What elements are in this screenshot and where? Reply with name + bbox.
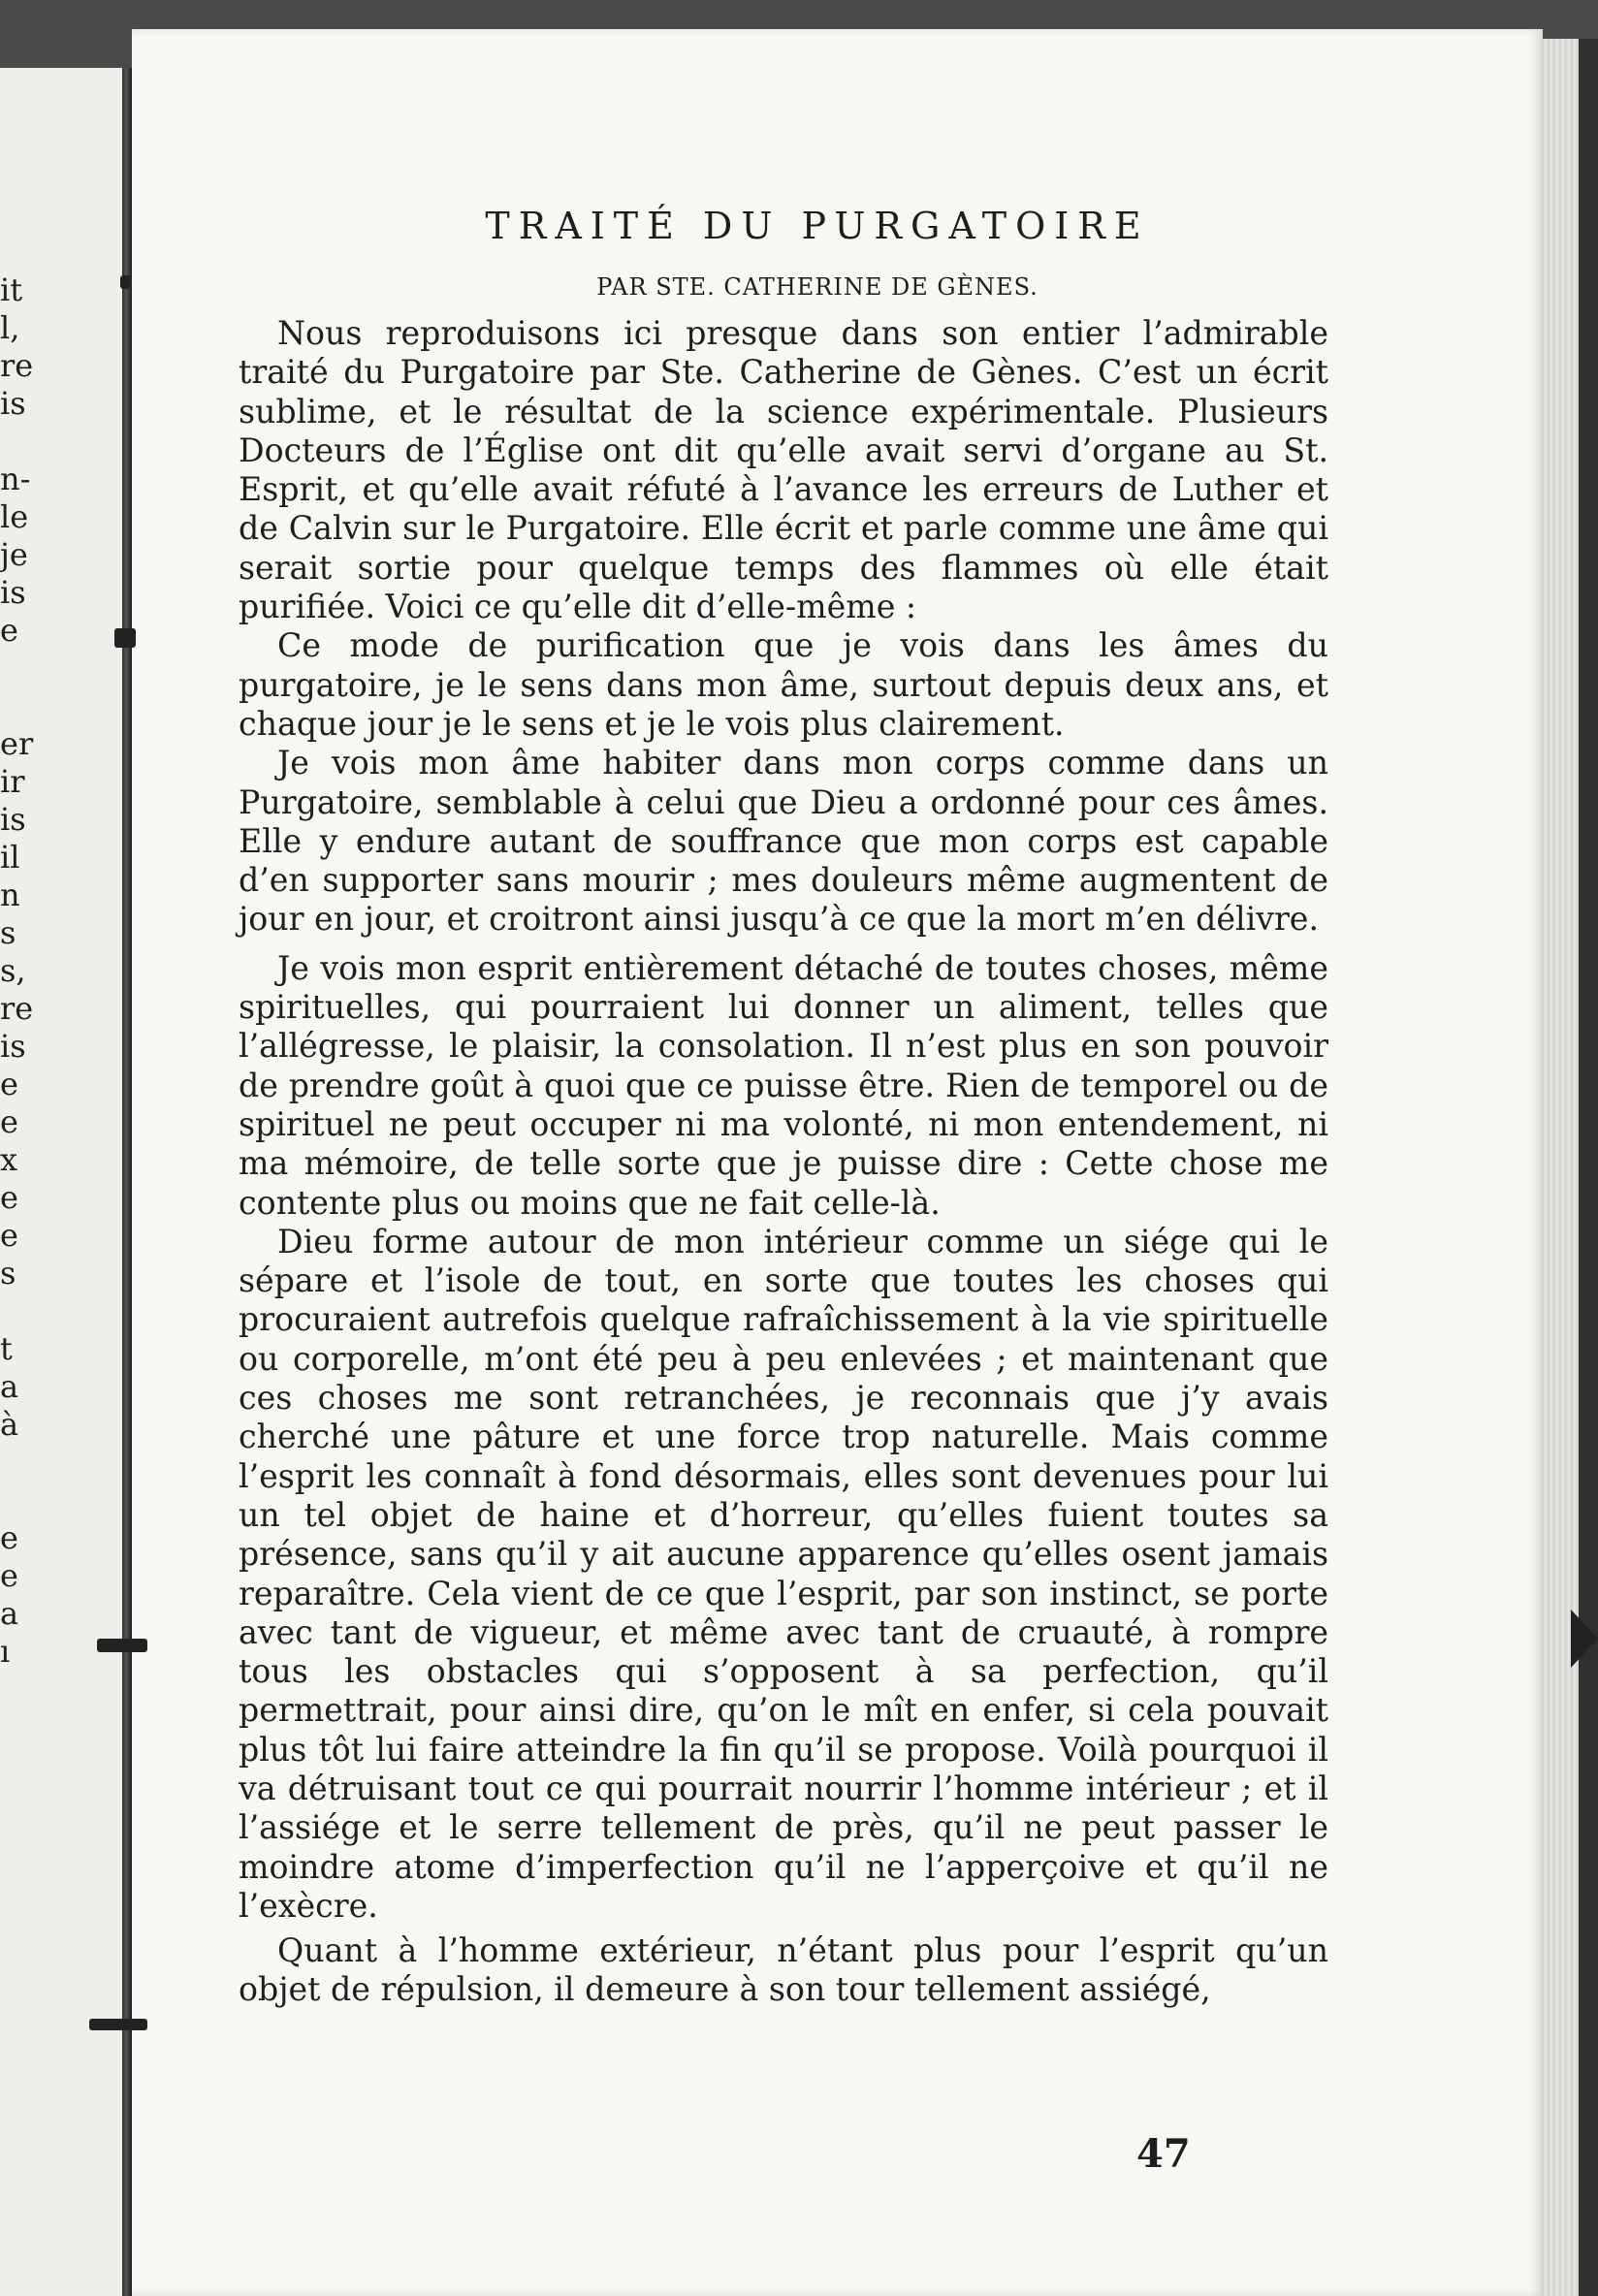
page-edges <box>1540 39 1579 2296</box>
page-edge-arrow-icon <box>1571 1610 1598 1668</box>
page-subtitle: PAR STE. CATHERINE DE GÈNES. <box>596 273 1039 301</box>
binding-mark <box>120 275 130 289</box>
paragraph: Nous reproduisons ici presque dans son entier l’admirable traité du Purgatoire par Ste. Catherine de Gènes. C’est un écrit sublime, et le résultat de la science expérimentale. Plusieurs Docteurs de l’Église ont dit qu’elle avait servi d’organe au St. Esprit, et qu’elle avait réfuté à l’avance les erreurs de Luther et de Calvin sur le Purgatoire. Elle écrit et parle comme une âme qui serait sortie pour quelque temps des flammes où elle était purifiée. Voici ce qu’elle dit d’elle-même : <box>239 314 1328 626</box>
page-number: 47 <box>1136 2131 1191 2177</box>
paragraph: Ce mode de purification que je vois dans les âmes du purgatoire, je le sens dans mon âme, surtout depuis deux ans, et chaque jour je le sens et je le vois plus clairement. <box>239 626 1328 743</box>
page-edges-shadow <box>1579 39 1598 2296</box>
book-gutter <box>122 68 132 2296</box>
left-page-text-fragments: it l, re is n- le je is e er ir is il n s s, re is e e x e e s t a à e e a ı <box>0 271 34 1670</box>
page-title: TRAITÉ DU PURGATOIRE <box>485 205 1150 247</box>
paragraph: Quant à l’homme extérieur, n’étant plus pour l’esprit qu’un objet de répulsion, il demeure à son tour tellement assiégé, <box>239 1931 1328 2009</box>
paragraph: Je vois mon âme habiter dans mon corps comme dans un Purgatoire, semblable à celui que Dieu a ordonné pour ces âmes. Elle y endure autant de souffrance que mon corps est capable d’en supporter sans mourir ; mes douleurs même augmentent de jour en jour, et croitront ainsi jusqu’à ce que la mort m’en délivre. <box>239 744 1328 939</box>
binding-mark <box>114 628 136 648</box>
paragraph: Dieu forme autour de mon intérieur comme un siége qui le sépare et l’isole de tout, en sorte que toutes les choses qui procuraient autrefois quelque rafraîchissement à la vie spirituelle ou corporelle, m’ont été peu à peu enlevées ; et maintenant que ces choses me sont retranchées, je reconnais que j’y avais cherché une pâture et une force trop naturelle. Mais comme l’esprit les connaît à fond désormais, elles sont devenues pour lui un tel objet de haine et d’horreur, qu’elles fuient toutes sa présence, sans qu’il y ait aucune apparence qu’elles osent jamais reparaître. Cela vient de ce que l’esprit, par son instinct, se porte avec tant de vigueur, et même avec tant de cruauté, à rompre tous les obstacles qui s’opposent à sa perfection, qu’il permettrait, pour ainsi dire, qu’on le mît en enfer, si cela pouvait plus tôt lui faire atteindre la fin qu’il se propose. Voilà pourquoi il va détruisant tout ce qui pourrait nourrir l’homme intérieur ; et il l’assiége et le serre tellement de près, qu’il ne peut passer le moindre atome d’imperfection qu’il ne l’apperçoive et qu’il ne l’exècre. <box>239 1222 1328 1925</box>
left-page <box>0 68 124 2296</box>
paragraph: Je vois mon esprit entièrement détaché de toutes choses, même spirituelles, qui pourraient lui donner un aliment, telles que l’allégresse, le plaisir, la consolation. Il n’est plus en son pouvoir de prendre goût à quoi que ce puisse être. Rien de temporel ou de spirituel ne peut occuper ni ma volonté, ni mon entendement, ni ma mémoire, de telle sorte que je puisse dire : Cette chose me contente plus ou moins que ne fait celle-là. <box>239 948 1328 1222</box>
page-content <box>239 202 1328 2010</box>
binding-mark <box>89 2019 147 2030</box>
body-text <box>239 314 1328 2010</box>
binding-mark <box>97 1639 147 1652</box>
